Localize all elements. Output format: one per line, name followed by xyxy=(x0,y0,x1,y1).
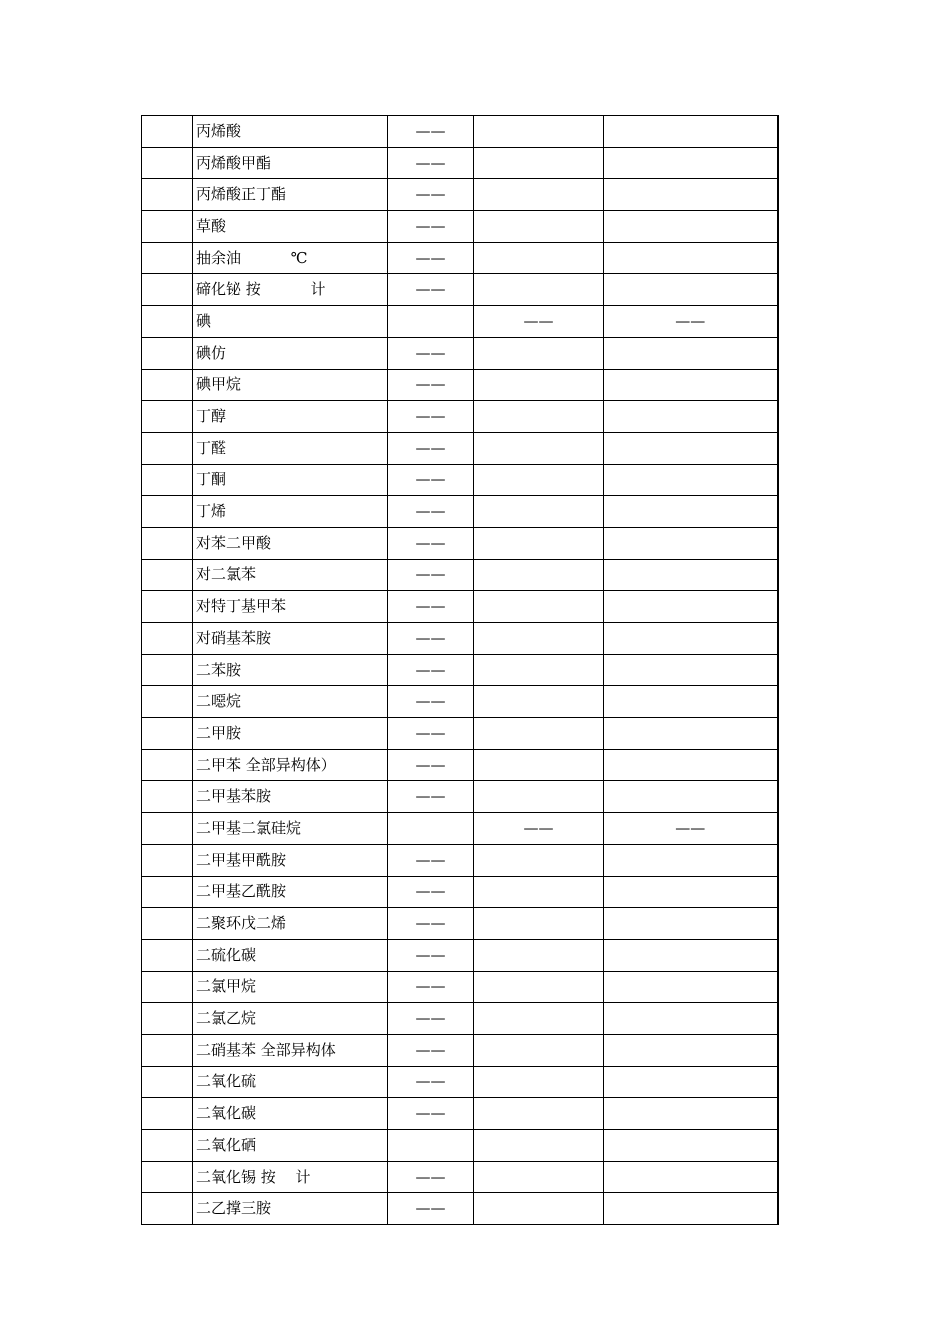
column-5-cell xyxy=(604,781,778,813)
index-cell xyxy=(142,496,193,528)
column-3-cell: —— xyxy=(388,876,474,908)
column-3-cell xyxy=(388,813,474,845)
substance-name-cell: 二乙撑三胺 xyxy=(193,1193,388,1225)
index-cell xyxy=(142,211,193,243)
index-cell xyxy=(142,654,193,686)
column-5-cell xyxy=(604,1003,778,1035)
substance-name-cell: 二甲苯 全部异构体） xyxy=(193,749,388,781)
column-4-cell xyxy=(474,623,604,655)
column-5-cell: —— xyxy=(604,306,778,338)
column-5-cell xyxy=(604,876,778,908)
table-row xyxy=(142,686,778,718)
column-3-cell: —— xyxy=(388,179,474,211)
substance-name-cell: 二氯乙烷 xyxy=(193,1003,388,1035)
column-3-cell xyxy=(388,306,474,338)
column-5-cell xyxy=(604,211,778,243)
column-5-cell: —— xyxy=(604,813,778,845)
column-3-cell: —— xyxy=(388,749,474,781)
index-cell xyxy=(142,369,193,401)
substance-name-cell: 碲化铋 按 计 xyxy=(193,274,388,306)
column-5-cell xyxy=(604,623,778,655)
index-cell xyxy=(142,464,193,496)
index-cell xyxy=(142,1003,193,1035)
index-cell xyxy=(142,939,193,971)
table-row xyxy=(142,971,778,1003)
column-3-cell: —— xyxy=(388,337,474,369)
column-4-cell xyxy=(474,1098,604,1130)
column-4-cell xyxy=(474,1034,604,1066)
column-3-cell: —— xyxy=(388,1161,474,1193)
column-5-cell xyxy=(604,527,778,559)
substance-name-cell: 丙烯酸 xyxy=(193,116,388,148)
column-4-cell xyxy=(474,464,604,496)
table-row xyxy=(142,147,778,179)
index-cell xyxy=(142,401,193,433)
substance-name-cell: 丁酮 xyxy=(193,464,388,496)
table-row xyxy=(142,1130,778,1162)
column-4-cell xyxy=(474,559,604,591)
substance-name-cell: 碘 xyxy=(193,306,388,338)
column-5-cell xyxy=(604,432,778,464)
column-3-cell: —— xyxy=(388,1034,474,1066)
index-cell xyxy=(142,591,193,623)
column-5-cell xyxy=(604,908,778,940)
substance-name-cell: 对硝基苯胺 xyxy=(193,623,388,655)
table-row xyxy=(142,527,778,559)
column-5-cell xyxy=(604,1034,778,1066)
column-4-cell xyxy=(474,749,604,781)
substance-name-cell: 二氧化锡 按 计 xyxy=(193,1161,388,1193)
table-row xyxy=(142,1066,778,1098)
index-cell xyxy=(142,337,193,369)
table-row xyxy=(142,1003,778,1035)
column-5-cell xyxy=(604,401,778,433)
substance-name-cell: 二噁烷 xyxy=(193,686,388,718)
column-3-cell: —— xyxy=(388,718,474,750)
column-3-cell: —— xyxy=(388,496,474,528)
column-4-cell xyxy=(474,1161,604,1193)
table-row xyxy=(142,401,778,433)
table-row xyxy=(142,1034,778,1066)
column-5-cell xyxy=(604,1161,778,1193)
column-4-cell xyxy=(474,337,604,369)
column-4-cell xyxy=(474,971,604,1003)
column-3-cell: —— xyxy=(388,116,474,148)
column-3-cell: —— xyxy=(388,369,474,401)
column-4-cell xyxy=(474,1003,604,1035)
column-4-cell xyxy=(474,179,604,211)
substance-name-cell: 对特丁基甲苯 xyxy=(193,591,388,623)
column-5-cell xyxy=(604,1130,778,1162)
column-5-cell xyxy=(604,559,778,591)
substance-name-cell: 二氯甲烷 xyxy=(193,971,388,1003)
column-3-cell: —— xyxy=(388,781,474,813)
substance-name-cell: 碘甲烷 xyxy=(193,369,388,401)
substance-table xyxy=(141,115,779,1225)
column-4-cell xyxy=(474,876,604,908)
index-cell xyxy=(142,1098,193,1130)
column-4-cell xyxy=(474,116,604,148)
table-row xyxy=(142,211,778,243)
index-cell xyxy=(142,274,193,306)
column-3-cell: —— xyxy=(388,147,474,179)
column-3-cell: —— xyxy=(388,1098,474,1130)
column-5-cell xyxy=(604,337,778,369)
substance-name-cell: 二甲胺 xyxy=(193,718,388,750)
column-3-cell: —— xyxy=(388,623,474,655)
index-cell xyxy=(142,1130,193,1162)
index-cell xyxy=(142,432,193,464)
column-3-cell: —— xyxy=(388,844,474,876)
column-5-cell xyxy=(604,939,778,971)
substance-name-cell: 丁醛 xyxy=(193,432,388,464)
column-4-cell xyxy=(474,591,604,623)
column-4-cell xyxy=(474,496,604,528)
table-row xyxy=(142,432,778,464)
substance-name-cell: 二氧化硒 xyxy=(193,1130,388,1162)
column-5-cell xyxy=(604,464,778,496)
column-5-cell xyxy=(604,369,778,401)
index-cell xyxy=(142,306,193,338)
column-4-cell xyxy=(474,147,604,179)
column-3-cell: —— xyxy=(388,1066,474,1098)
substance-name-cell: 丁烯 xyxy=(193,496,388,528)
column-3-cell: —— xyxy=(388,242,474,274)
column-4-cell xyxy=(474,242,604,274)
table-row xyxy=(142,242,778,274)
table-row xyxy=(142,591,778,623)
column-3-cell: —— xyxy=(388,971,474,1003)
column-3-cell: —— xyxy=(388,401,474,433)
index-cell xyxy=(142,242,193,274)
table-row xyxy=(142,1098,778,1130)
table-row xyxy=(142,623,778,655)
table-row xyxy=(142,939,778,971)
column-4-cell: —— xyxy=(474,813,604,845)
column-3-cell: —— xyxy=(388,1003,474,1035)
column-5-cell xyxy=(604,274,778,306)
index-cell xyxy=(142,844,193,876)
column-4-cell xyxy=(474,781,604,813)
column-5-cell xyxy=(604,718,778,750)
table-row xyxy=(142,908,778,940)
substance-name-cell: 二甲基甲酰胺 xyxy=(193,844,388,876)
column-4-cell xyxy=(474,1066,604,1098)
column-4-cell xyxy=(474,432,604,464)
column-4-cell xyxy=(474,211,604,243)
index-cell xyxy=(142,971,193,1003)
substance-name-cell: 对二氯苯 xyxy=(193,559,388,591)
substance-name-cell: 二甲基二氯硅烷 xyxy=(193,813,388,845)
table-row xyxy=(142,274,778,306)
column-3-cell: —— xyxy=(388,1193,474,1225)
table-row xyxy=(142,179,778,211)
substance-name-cell: 二甲基乙酰胺 xyxy=(193,876,388,908)
index-cell xyxy=(142,781,193,813)
column-4-cell xyxy=(474,1130,604,1162)
index-cell xyxy=(142,813,193,845)
table-row xyxy=(142,749,778,781)
column-4-cell xyxy=(474,844,604,876)
index-cell xyxy=(142,908,193,940)
column-3-cell xyxy=(388,1130,474,1162)
column-3-cell: —— xyxy=(388,464,474,496)
column-5-cell xyxy=(604,971,778,1003)
index-cell xyxy=(142,876,193,908)
table-row xyxy=(142,813,778,845)
column-5-cell xyxy=(604,179,778,211)
table-row xyxy=(142,718,778,750)
column-5-cell xyxy=(604,654,778,686)
column-4-cell: —— xyxy=(474,306,604,338)
substance-name-cell: 丙烯酸甲酯 xyxy=(193,147,388,179)
index-cell xyxy=(142,1161,193,1193)
column-3-cell: —— xyxy=(388,939,474,971)
substance-name-cell: 二苯胺 xyxy=(193,654,388,686)
index-cell xyxy=(142,1066,193,1098)
table-row xyxy=(142,306,778,338)
substance-name-cell: 草酸 xyxy=(193,211,388,243)
substance-name-cell: 二氧化碳 xyxy=(193,1098,388,1130)
column-4-cell xyxy=(474,654,604,686)
column-5-cell xyxy=(604,496,778,528)
column-3-cell: —— xyxy=(388,527,474,559)
column-4-cell xyxy=(474,718,604,750)
index-cell xyxy=(142,623,193,655)
column-5-cell xyxy=(604,116,778,148)
column-4-cell xyxy=(474,527,604,559)
substance-name-cell: 二硫化碳 xyxy=(193,939,388,971)
table-row xyxy=(142,654,778,686)
table-row xyxy=(142,876,778,908)
column-4-cell xyxy=(474,274,604,306)
substance-name-cell: 碘仿 xyxy=(193,337,388,369)
index-cell xyxy=(142,116,193,148)
column-5-cell xyxy=(604,686,778,718)
table-row xyxy=(142,1193,778,1225)
column-3-cell: —— xyxy=(388,908,474,940)
substance-name-cell: 抽余油 ℃ xyxy=(193,242,388,274)
substance-name-cell: 丙烯酸正丁酯 xyxy=(193,179,388,211)
index-cell xyxy=(142,559,193,591)
index-cell xyxy=(142,1193,193,1225)
column-5-cell xyxy=(604,591,778,623)
table-row xyxy=(142,369,778,401)
table-row xyxy=(142,1161,778,1193)
column-4-cell xyxy=(474,1193,604,1225)
table-row xyxy=(142,116,778,148)
column-5-cell xyxy=(604,749,778,781)
index-cell xyxy=(142,147,193,179)
substance-name-cell: 二聚环戊二烯 xyxy=(193,908,388,940)
column-3-cell: —— xyxy=(388,686,474,718)
column-4-cell xyxy=(474,908,604,940)
table-row xyxy=(142,496,778,528)
substance-name-cell: 丁醇 xyxy=(193,401,388,433)
column-3-cell: —— xyxy=(388,559,474,591)
column-5-cell xyxy=(604,1066,778,1098)
column-3-cell: —— xyxy=(388,432,474,464)
column-3-cell: —— xyxy=(388,591,474,623)
table-row xyxy=(142,844,778,876)
column-3-cell: —— xyxy=(388,274,474,306)
column-4-cell xyxy=(474,401,604,433)
table-row xyxy=(142,464,778,496)
column-5-cell xyxy=(604,844,778,876)
table-body xyxy=(142,116,778,1225)
column-5-cell xyxy=(604,242,778,274)
column-5-cell xyxy=(604,1193,778,1225)
table-row xyxy=(142,781,778,813)
substance-name-cell: 对苯二甲酸 xyxy=(193,527,388,559)
index-cell xyxy=(142,749,193,781)
substance-name-cell: 二氧化硫 xyxy=(193,1066,388,1098)
column-3-cell: —— xyxy=(388,654,474,686)
substance-name-cell: 二甲基苯胺 xyxy=(193,781,388,813)
column-4-cell xyxy=(474,686,604,718)
column-4-cell xyxy=(474,369,604,401)
index-cell xyxy=(142,718,193,750)
index-cell xyxy=(142,179,193,211)
table-row xyxy=(142,337,778,369)
index-cell xyxy=(142,686,193,718)
column-3-cell: —— xyxy=(388,211,474,243)
table-row xyxy=(142,559,778,591)
column-5-cell xyxy=(604,1098,778,1130)
index-cell xyxy=(142,527,193,559)
column-4-cell xyxy=(474,939,604,971)
substance-name-cell: 二硝基苯 全部异构体 xyxy=(193,1034,388,1066)
column-5-cell xyxy=(604,147,778,179)
index-cell xyxy=(142,1034,193,1066)
